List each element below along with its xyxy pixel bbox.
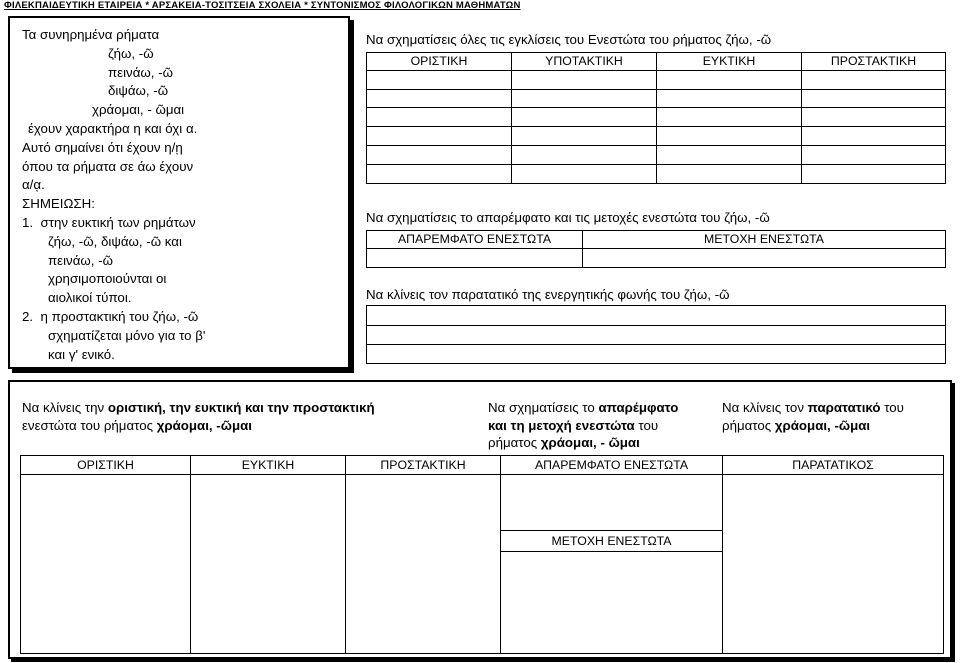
note-verb: χράομαι, - ῶμαι	[92, 102, 185, 118]
text-bold: παρατατικό	[807, 400, 881, 415]
column-header: ΥΠΟΤΑΚΤΙΚΗ	[512, 53, 657, 70]
note-verb: πεινάω, -ῶ	[108, 64, 173, 80]
answer-cell[interactable]	[367, 108, 512, 126]
note-line: Αυτό σημαίνει ότι έχουν η/ῃ	[22, 139, 183, 155]
answer-cell[interactable]	[802, 127, 945, 145]
note-line: ζήω, -ῶ, διψάω, -ῶ και	[48, 233, 182, 249]
answer-cell[interactable]	[583, 248, 945, 267]
table-row	[367, 126, 945, 145]
text-bold: απαρέμφατο	[598, 400, 679, 415]
text: του	[634, 417, 659, 433]
column-header: ΜΕΤΟΧΗ ΕΝΕΣΤΩΤΑ	[704, 232, 824, 246]
note-line: χρησιμοποιούνται οι	[48, 271, 167, 287]
task3-title: Να κλίνεις τον παρατατικό της ενεργητικής φωνής του ζήω, -ῶ	[366, 287, 730, 302]
answer-cell[interactable]	[367, 306, 945, 325]
column-header: ΕΥΚΤΙΚΗ	[191, 456, 346, 474]
text-bold: οριστική, την ευκτική και την προστακτική	[107, 400, 375, 415]
note-point-1	[22, 214, 340, 233]
answer-cell[interactable]	[367, 127, 512, 145]
answer-cell[interactable]	[21, 474, 191, 653]
text-bold: και τη μετοχή ενεστώτα	[488, 417, 635, 433]
task2-grid	[366, 248, 946, 268]
bottom-task2-text	[488, 399, 718, 452]
answer-cell[interactable]	[512, 127, 657, 145]
table-row	[367, 325, 945, 344]
text: ρήματος	[722, 417, 775, 433]
bottom-exercise-box	[8, 380, 952, 659]
text-bold: χράομαι, -ῶμαι	[156, 417, 252, 433]
table-row	[367, 248, 945, 267]
answer-cell[interactable]	[512, 90, 657, 107]
table-row	[367, 70, 945, 89]
answer-cell[interactable]	[512, 165, 657, 183]
table-row	[367, 344, 945, 363]
column-header: ΟΡΙΣΤΙΚΗ	[367, 53, 512, 70]
table-row	[367, 145, 945, 164]
grammar-note	[8, 16, 350, 369]
answer-cell[interactable]	[346, 474, 501, 653]
answer-cell[interactable]	[802, 70, 945, 89]
text: του	[880, 400, 904, 415]
column-header: ΕΥΚΤΙΚΗ	[657, 53, 802, 70]
page-header: ΦΙΛΕΚΠΑΙΔΕΥΤΙΚΗ ΕΤΑΙΡΕΙΑ * ΑΡΣΑΚΕΙΑ-ΤΟΣΙΤΣΕΙΑ ΣΧΟΛΕΙΑ * ΣΥΝΤΟΝΙΣΜΟΣ ΦΙΛΟΛΟΓΙΚΩΝ ΜΑΘΗΜΑΤΩΝ	[4, 0, 521, 11]
answer-cell[interactable]	[657, 70, 802, 89]
answer-cell[interactable]	[367, 146, 512, 164]
answer-cell[interactable]	[657, 90, 802, 107]
answer-cell[interactable]	[512, 70, 657, 89]
text: Να κλίνεις τον	[722, 400, 808, 415]
answer-cell[interactable]	[367, 90, 512, 107]
point-text: η προστακτική του ζήω, -ῶ	[40, 308, 199, 324]
point-number: 1.	[22, 214, 34, 230]
note-line: σχηματίζεται μόνο για το β'	[48, 327, 206, 343]
task3-grid	[366, 305, 946, 364]
text: Να κλίνεις την	[22, 400, 108, 415]
answer-cell[interactable]	[723, 474, 943, 653]
column-header: ΟΡΙΣΤΙΚΗ	[21, 456, 191, 474]
answer-cell[interactable]	[367, 345, 945, 363]
note-line: αιολικοί τύποι.	[48, 290, 132, 306]
task2-title: Να σχηματίσεις το απαρέμφατο και τις μετοχές ενεστώτα του ζήω, -ῶ	[366, 210, 770, 225]
text: ρήματος	[488, 435, 541, 451]
bottom-answer-area	[20, 474, 944, 654]
column-header: ΠΑΡΑΤΑΤΙΚΟΣ	[792, 458, 874, 472]
column-header: ΠΡΟΣΤΑΚΤΙΚΗ	[830, 54, 917, 68]
text: Να σχηματίσεις το	[488, 400, 599, 415]
point-number: 2.	[22, 308, 34, 324]
answer-cell[interactable]	[802, 165, 945, 183]
task2-header-row	[366, 230, 946, 249]
column-header: ΑΠΑΡΕΜΦΑΤΟ ΕΝΕΣΤΩΤΑ	[367, 231, 583, 248]
text: ενεστώτα του ρήματος	[22, 417, 157, 433]
answer-cell[interactable]	[501, 474, 723, 653]
table-row	[367, 164, 945, 183]
task1-grid	[366, 70, 946, 184]
bottom-task1-text	[22, 399, 472, 434]
answer-cell[interactable]	[657, 146, 802, 164]
answer-cell[interactable]	[802, 108, 945, 126]
text-bold: χράομαι, - ῶμαι	[540, 435, 640, 451]
answer-cell[interactable]	[367, 165, 512, 183]
note-remark-title: ΣΗΜΕΙΩΣΗ:	[22, 196, 95, 212]
answer-cell[interactable]	[191, 474, 346, 653]
answer-cell[interactable]	[657, 108, 802, 126]
note-verb: διψάω, -ῶ	[108, 83, 169, 99]
bottom-header-row	[20, 455, 944, 475]
answer-cell[interactable]	[367, 326, 945, 344]
note-intro: Τα συνηρημένα ρήματα	[22, 27, 160, 42]
answer-cell[interactable]	[367, 70, 512, 89]
note-line: έχουν χαρακτήρα η και όχι α.	[28, 120, 198, 136]
table-row	[367, 306, 945, 325]
point-text: στην ευκτική των ρημάτων	[40, 214, 196, 230]
text-bold: χράομαι, -ῶμαι	[774, 417, 871, 433]
column-header: ΠΡΟΣΤΑΚΤΙΚΗ	[346, 456, 501, 474]
note-line: και γ' ενικό.	[48, 346, 115, 362]
table-row	[367, 89, 945, 107]
task1-title: Να σχηματίσεις όλες τις εγκλίσεις του Ενεστώτα του ρήματος ζήω, -ῶ	[366, 32, 772, 47]
table-row	[367, 107, 945, 126]
answer-cell[interactable]	[802, 146, 945, 164]
note-line: α/ᾳ.	[22, 177, 45, 193]
note-line: πεινάω, -ῶ	[48, 252, 113, 268]
column-header: ΑΠΑΡΕΜΦΑΤΟ ΕΝΕΣΤΩΤΑ	[501, 456, 723, 474]
answer-cell[interactable]	[657, 165, 802, 183]
note-line: όπου τα ρήματα σε άω έχουν	[22, 158, 194, 174]
answer-cell[interactable]	[367, 248, 583, 267]
note-verb: ζήω, -ῶ	[108, 45, 154, 61]
note-point-2	[22, 308, 340, 327]
task1-header-row	[366, 52, 946, 71]
answer-cell[interactable]	[657, 127, 802, 145]
answer-cell[interactable]	[802, 90, 945, 107]
bottom-task3-text	[722, 399, 947, 434]
answer-cell[interactable]	[512, 108, 657, 126]
answer-cell[interactable]	[512, 146, 657, 164]
participle-label: ΜΕΤΟΧΗ ΕΝΕΣΤΩΤΑ	[501, 530, 722, 552]
